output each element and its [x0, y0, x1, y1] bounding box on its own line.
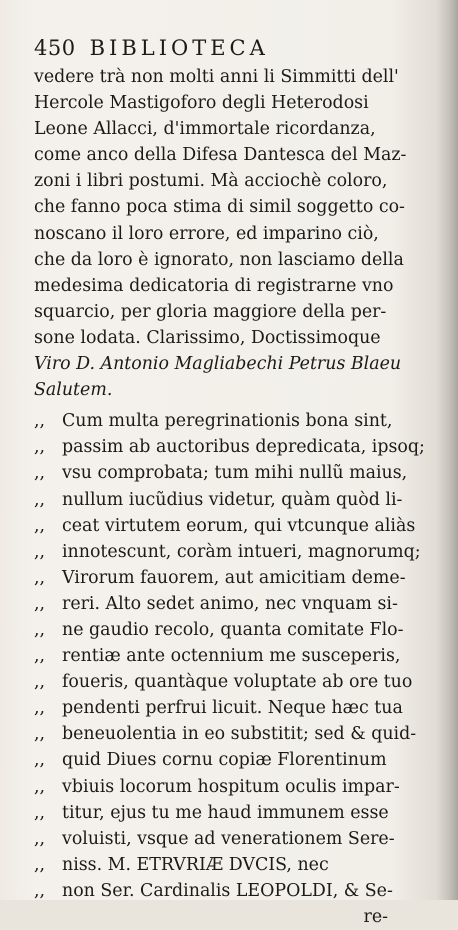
salutation-line: Salutem.	[34, 380, 113, 401]
quote-mark: ,,	[34, 646, 46, 667]
quote-mark: ,,	[34, 802, 46, 823]
quote-line: ,, Cum multa peregrinationis bona sint,	[34, 408, 434, 434]
quote-mark: ,,	[34, 828, 46, 849]
quote-mark: ,,	[34, 411, 46, 432]
quote-mark: ,,	[34, 776, 46, 797]
body-line: Hercole Mastigoforo degli Heterodosi	[34, 93, 369, 114]
quote-line: ,, ne gaudio recolo, quanta comitate Flo-	[34, 617, 434, 643]
quote-line: ,, innotescunt, coràm intueri, magnorumq;	[34, 539, 434, 565]
body-line: come anco della Difesa Dantesca del Maz-	[34, 145, 407, 166]
quote-mark: ,,	[34, 724, 46, 745]
quote-line: ,, pendenti perfrui licuit. Neque hæc tua	[34, 695, 434, 721]
quote-mark: ,,	[34, 541, 46, 562]
quote-line: ,, non Ser. Cardinalis LEOPOLDI, & Se-	[34, 878, 434, 904]
quote-line: ,, niss. M. ETRVRIÆ DVCIS, nec	[34, 852, 434, 878]
quote-line: ,, rentiæ ante octennium me susceperis,	[34, 643, 434, 669]
quote-mark: ,,	[34, 750, 46, 771]
body-line: sone lodata. Clarissimo, Doctissimoque	[34, 327, 381, 348]
quote-mark: ,,	[34, 489, 46, 510]
text-block	[34, 64, 434, 930]
catchword: re-	[363, 907, 388, 927]
quote-line: ,, Virorum fauorem, aut amicitiam deme-	[34, 565, 434, 591]
quote-line: ,, quid Diues cornu copiæ Florentinum	[34, 747, 434, 773]
quote-mark: ,,	[34, 593, 46, 614]
body-line: zoni i libri postumi. Mà acciochè coloro,	[34, 171, 388, 192]
body-line: che fanno poca stima di simil soggetto co-	[34, 197, 405, 218]
quote-mark: ,,	[34, 567, 46, 588]
quote-mark: ,,	[34, 437, 46, 458]
quote-line: ,, ceat virtutem eorum, qui vtcunque aliàs	[34, 513, 434, 539]
quote-mark: ,,	[34, 463, 46, 484]
quote-mark: ,,	[34, 619, 46, 640]
quote-line: ,, vsu comprobata; tum mihi nullũ maius,	[34, 460, 434, 486]
running-head: BIBLIOTECA	[89, 36, 269, 60]
body-line: medesima dedicatoria di registrarne vno	[34, 275, 394, 296]
page-gutter-shadow	[436, 0, 458, 900]
quote-mark: ,,	[34, 515, 46, 536]
body-line: noscano il loro errore, ed imparino ciò,	[34, 223, 379, 244]
body-line: squarcio, per gloria maggiore della per-	[34, 301, 387, 322]
body-line: Leone Allacci, d'immortale ricordanza,	[34, 119, 376, 140]
quote-line: ,, reri. Alto sedet animo, nec vnquam si-	[34, 591, 434, 617]
quote-line: ,, titur, ejus tu me haud immunem esse	[34, 800, 434, 826]
quote-line: ,, beneuolentia in eo substitit; sed & quid-	[34, 721, 434, 747]
body-line: che da loro è ignorato, non lasciamo della	[34, 249, 404, 270]
quote-line: ,, passim ab auctoribus depredicata, ipsoq;	[34, 434, 434, 460]
quote-mark: ,,	[34, 880, 46, 901]
page-header	[34, 36, 434, 60]
quote-line: ,, foueris, quantàque voluptate ab ore tuo	[34, 669, 434, 695]
salutation-line: Viro D. Antonio Magliabechi Petrus Blaeu	[34, 354, 402, 375]
quote-mark: ,,	[34, 672, 46, 693]
quote-line: ,, voluisti, vsque ad venerationem Sere-	[34, 826, 434, 852]
body-line: vedere trà non molti anni li Simmitti dell'	[34, 67, 399, 87]
quote-line: ,, vbiuis locorum hospitum oculis impar-	[34, 774, 434, 800]
quote-mark: ,,	[34, 854, 46, 875]
quote-mark: ,,	[34, 698, 46, 719]
quote-line: ,, nullum iucũdius videtur, quàm quòd li-	[34, 487, 434, 513]
page-number: 450	[34, 36, 76, 60]
